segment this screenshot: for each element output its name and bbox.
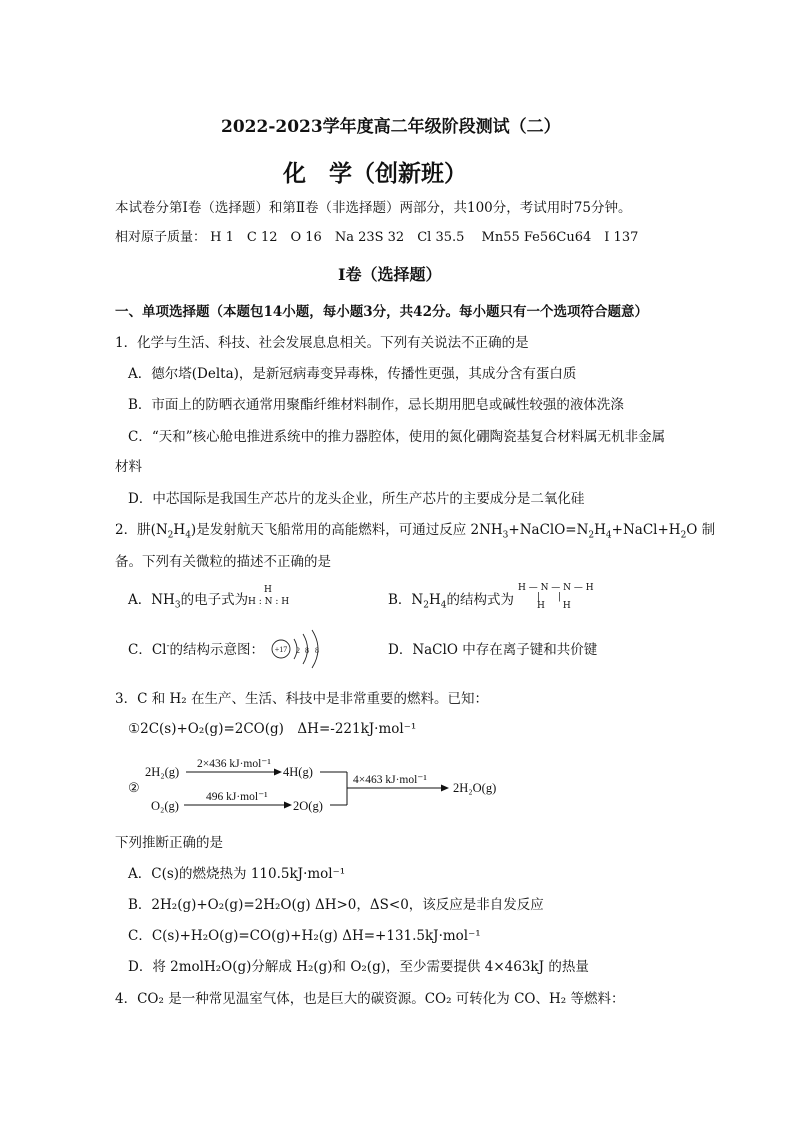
question-3-equation-1: ①2C(s)+O₂(g)=2CO(g) ΔH=-221kJ·mol⁻¹ — [128, 721, 417, 737]
question-1-option-d: D．中芯国际是我国生产芯片的龙头企业，所生产芯片的主要成分是二氧化硅 — [128, 491, 585, 507]
question-3-option-c: C．C(s)+H₂O(g)=CO(g)+H₂(g) ΔH=+131.5kJ·mol⁻¹ — [128, 928, 481, 944]
structural-formula-bonds: | | — [537, 592, 562, 602]
question-3-option-a: A．C(s)的燃烧热为 110.5kJ·mol⁻¹ — [128, 866, 346, 882]
question-3-option-d: D．将 2molH₂O(g)分解成 H₂(g)和 O₂(g)，至少需要提供 4×463kJ 的热量 — [128, 959, 589, 975]
question-2-option-c: C．Cl-的结构示意图： — [128, 641, 265, 658]
shell-electrons-1: 2 — [296, 646, 300, 655]
circle-number-2: ② — [128, 780, 140, 795]
atomic-mass-line: 相对原子质量： H 1 C 12 O 16 Na 23S 32 Cl 35.5 Mn55 Fe56Cu64 I 137 — [115, 230, 639, 245]
circle-number-1: ① — [128, 721, 141, 737]
question-4-stem: 4．CO₂ 是一种常见温室气体，也是巨大的碳资源。CO₂ 可转化为 CO、H₂ 等燃料： — [115, 991, 625, 1007]
question-1-stem: 1．化学与生活、科技、社会发展息息相关。下列有关说法不正确的是 — [115, 335, 529, 351]
arrow-o2-label: 496 kJ·mol⁻¹ — [206, 791, 268, 803]
arrow-o2-head — [284, 802, 292, 809]
arrow-product-label: 4×463 kJ·mol⁻¹ — [353, 774, 427, 786]
structural-formula-top: H — N — N — H — [518, 583, 594, 593]
structural-formula-bottom: H H — [537, 601, 571, 611]
exam-intro: 本试卷分第Ⅰ卷（选择题）和第Ⅱ卷（非选择题）两部分，共100分，考试用时75分钟。 — [115, 200, 632, 216]
electron-formula-main: H : N : H — [248, 597, 290, 607]
shell-electrons-3: 8 — [315, 646, 319, 655]
subject-title: 化 学（创新班） — [283, 160, 467, 187]
nucleus-charge: +17 — [274, 645, 288, 654]
arrow-h2-label: 2×436 kJ·mol⁻¹ — [197, 758, 271, 770]
question-2-option-b: B．$N_2H_4$的结构式为 — [388, 592, 514, 611]
question-2-option-a: A．$NH_3$的电子式为 — [128, 592, 249, 611]
energy-diagram — [125, 756, 525, 820]
shell-electrons-2: 8 — [305, 646, 309, 655]
part-title: 一、单项选择题（本题包14小题，每小题3分，共42分。每小题只有一个选项符合题意） — [115, 304, 648, 320]
section-title: Ⅰ卷（选择题） — [338, 265, 442, 284]
question-2-stem-cont: 备。下列有关微粒的描述不正确的是 — [115, 554, 331, 570]
intermediate-4h: 4H(g) — [283, 765, 313, 779]
question-1-option-a: A．德尔塔(Delta)，是新冠病毒变异毒株，传播性更强，其成分含有蛋白质 — [128, 366, 577, 382]
question-3-stem: 3．C 和 H₂ 在生产、生活、科技中是非常重要的燃料。已知： — [115, 691, 488, 707]
question-3-infer: 下列推断正确的是 — [115, 835, 223, 851]
hydrazine-structural-formula — [518, 583, 594, 613]
arrow-product-head — [441, 785, 449, 792]
ammonia-electron-formula — [248, 585, 296, 613]
electron-formula-h-top: H — [264, 585, 272, 595]
question-3-option-b: B．2H₂(g)+O₂(g)=2H₂O(g) ΔH>0，ΔS<0，该反应是非自发反应 — [128, 897, 544, 913]
reactant-h2: 2H₂(g) — [145, 765, 180, 779]
arrow-h2-head — [274, 769, 282, 776]
reactant-o2: O₂(g) — [151, 799, 179, 813]
question-1-option-b: B．市面上的防晒衣通常用聚酯纤维材料制作，忌长期用肥皂或碱性较强的液体洗涤 — [128, 397, 624, 413]
chloride-ion-structure-diagram — [270, 627, 328, 671]
question-2-option-d: D．NaClO 中存在离子键和共价键 — [388, 642, 598, 658]
question-1-option-c-cont: 材料 — [115, 459, 142, 475]
question-1-option-c: C．“天和”核心舱电推进系统中的推力器腔体，使用的氮化硼陶瓷基复合材料属无机非金属 — [128, 429, 666, 445]
question-2-stem: 2．肼$(N_2H_4)$是发射航天飞船常用的高能燃料，可通过反应 $2NH_3+NaClO=N_2H_4+NaCl+H_2O$ 制 — [115, 522, 716, 541]
product-h2o: 2H₂O(g) — [453, 781, 497, 795]
exam-title: 2022-2023学年度高二年级阶段测试（二） — [221, 117, 561, 137]
intermediate-2o: 2O(g) — [293, 799, 323, 813]
